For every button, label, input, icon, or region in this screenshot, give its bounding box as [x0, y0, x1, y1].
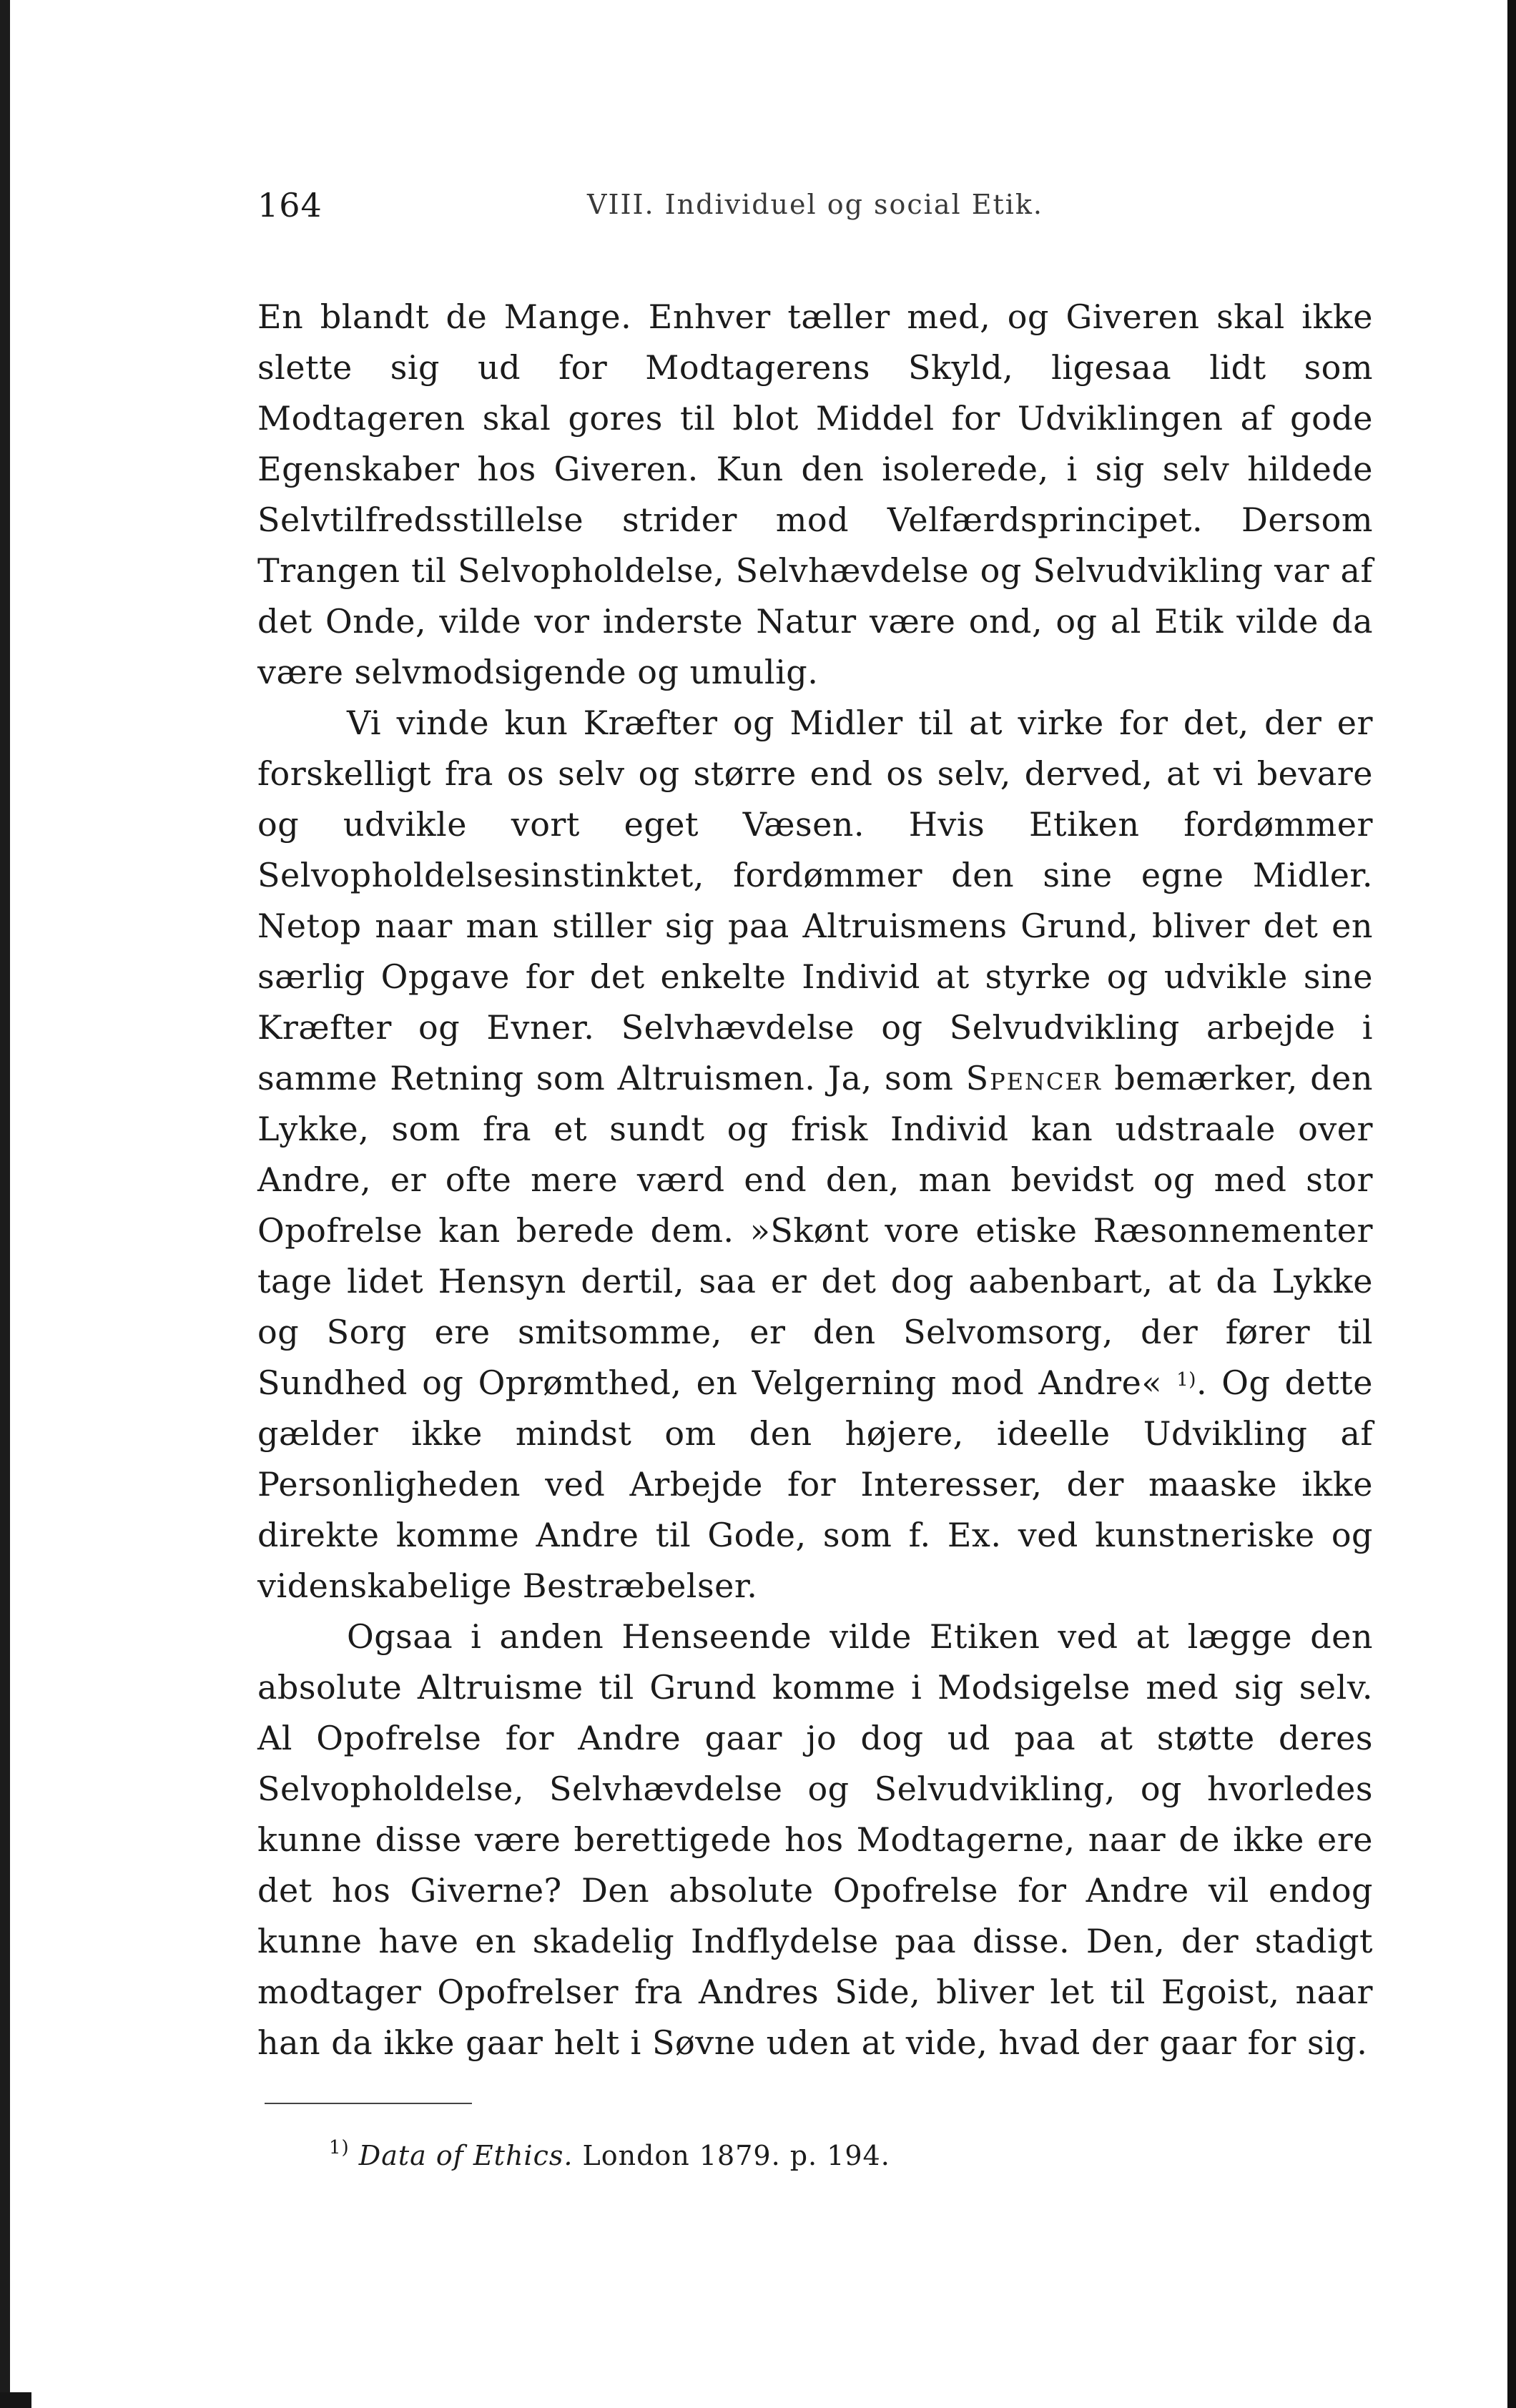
running-head — [257, 179, 1373, 229]
author-name-spencer: Spencer — [965, 1059, 1102, 1097]
footnote-divider — [265, 2103, 472, 2104]
footnote-citation: London 1879. p. 194. — [573, 2140, 890, 2171]
paragraph-2 — [257, 698, 1373, 1612]
footnote — [329, 2137, 1373, 2171]
paragraph-2-text-c: . Og dette gælder ikke mindst om den højere, ideelle Udvikling af Personligheden ved Arbejde for Interesser, der maaske ikke direkte komme Andre til Gode, som f. Ex. ved kunstneriske og videnskabelige Bestræbelser. — [257, 1363, 1374, 1605]
scan-border-left — [0, 0, 10, 2408]
page-number: 164 — [257, 186, 323, 224]
scan-border-right — [1507, 0, 1516, 2408]
scan-corner — [0, 2392, 31, 2408]
footnote-marker: 1) — [329, 2137, 350, 2158]
footnote-title: Data of Ethics. — [358, 2140, 574, 2171]
footnote-reference: 1) — [1176, 1369, 1196, 1391]
paragraph-2-text-a: Vi vinde kun Kræfter og Midler til at virke for det, der er forskelligt fra os selv og større end os selv, derved, at vi bevare og udvikle vort eget Væsen. Hvis Etiken fordømmer Selvopholdelsesinstinktet, fordømmer den sine egne Midler. Netop naar man stiller sig paa Altruismens Grund, bliver det en særlig Opgave for det enkelte Individ at styrke og udvikle sine Kræfter og Evner. Selvhævdelse og Selvudvikling arbejde i samme Retning som Altruismen. Ja, som — [257, 704, 1373, 1097]
body-text — [257, 292, 1373, 2068]
paragraph-3: Ogsaa i anden Henseende vilde Etiken ved at lægge den absolute Altruisme til Grund komme i Modsigelse med sig selv. Al Opofrelse for Andre gaar jo dog ud paa at støtte deres Selvopholdelse, Selvhævdelse og Selvudvikling, og hvorledes kunne disse være berettigede hos Modtagerne, naar de ikke ere det hos Giverne? Den absolute Opofrelse for Andre vil endog kunne have en skadelig Indflydelse paa disse. Den, der stadigt modtager Opofrelser fra Andres Side, bliver let til Egoist, naar han da ikke gaar helt i Søvne uden at vide, hvad der gaar for sig. — [257, 1617, 1373, 2062]
paragraph-2-text-b: bemærker, den Lykke, som fra et sundt og frisk Individ kan udstraale over Andre, er ofte mere værd end den, man bevidst og med stor Opofrelse kan berede dem. »Skønt vore etiske Ræsonnementer tage lidet Hensyn dertil, saa er det dog aabenbart, at da Lykke og Sorg ere smitsomme, er den Selvomsorg, der fører til Sundhed og Oprømthed, en Velgerning mod Andre« — [257, 1059, 1373, 1402]
paragraph-1: En blandt de Mange. Enhver tæller med, og Giveren skal ikke slette sig ud for Modtagerens Skyld, ligesaa lidt som Modtageren skal gores til blot Middel for Udviklingen af gode Egenskaber hos Giveren. Kun den isolerede, i sig selv hildede Selvtilfredsstillelse strider mod Velfærdsprincipet. Dersom Trangen til Selvopholdelse, Selvhævdelse og Selvudvikling var af det Onde, vilde vor inderste Natur være ond, og al Etik vilde da være selvmodsigende og umulig. — [257, 297, 1373, 691]
running-title: VIII. Individuel og social Etik. — [587, 189, 1043, 220]
book-page — [257, 179, 1373, 2171]
